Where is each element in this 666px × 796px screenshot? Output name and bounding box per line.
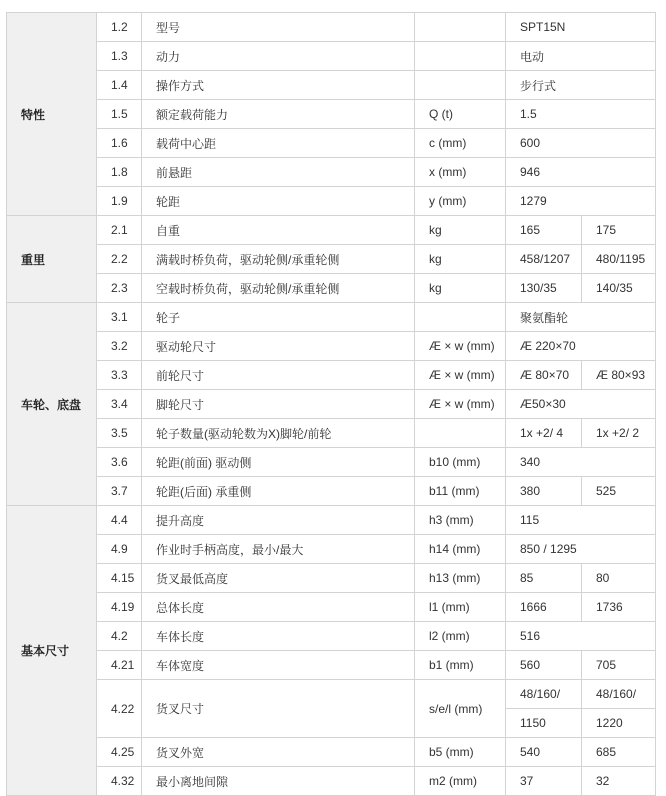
item-name: 前悬距 xyxy=(142,158,415,187)
value-2: 80 xyxy=(596,571,610,585)
item-values xyxy=(506,477,656,506)
item-unit: l2 (mm) xyxy=(415,622,506,651)
value-1: 1x +2/ 4 xyxy=(506,419,582,447)
value-2: 175 xyxy=(596,223,617,237)
item-number: 2.2 xyxy=(97,245,142,274)
item-unit: m2 (mm) xyxy=(415,767,506,796)
value-1: 130/35 xyxy=(506,274,582,302)
item-number: 4.22 xyxy=(97,680,142,738)
item-name: 轮子数量(驱动轮数为X)脚轮/前轮 xyxy=(142,419,415,448)
item-unit: kg xyxy=(415,245,506,274)
item-values xyxy=(506,767,656,796)
table-row xyxy=(7,361,656,390)
item-values xyxy=(506,680,656,738)
item-number: 1.8 xyxy=(97,158,142,187)
item-name: 车体长度 xyxy=(142,622,415,651)
item-number: 2.1 xyxy=(97,216,142,245)
item-unit xyxy=(415,71,506,100)
item-unit: l1 (mm) xyxy=(415,593,506,622)
item-name: 车体宽度 xyxy=(142,651,415,680)
item-number: 4.25 xyxy=(97,738,142,767)
item-name: 动力 xyxy=(142,42,415,71)
item-name: 型号 xyxy=(142,13,415,42)
item-number: 1.5 xyxy=(97,100,142,129)
table-row xyxy=(7,506,656,535)
item-number: 4.4 xyxy=(97,506,142,535)
item-unit xyxy=(415,42,506,71)
item-unit xyxy=(415,13,506,42)
item-unit xyxy=(415,303,506,332)
item-values xyxy=(506,361,656,390)
table-row xyxy=(7,245,656,274)
item-name: 轮子 xyxy=(142,303,415,332)
item-values: 115 xyxy=(506,506,656,535)
item-number: 3.4 xyxy=(97,390,142,419)
value-1: 85 xyxy=(506,564,582,592)
item-values xyxy=(506,651,656,680)
item-unit: b10 (mm) xyxy=(415,448,506,477)
item-number: 3.3 xyxy=(97,361,142,390)
item-number: 2.3 xyxy=(97,274,142,303)
item-values: 600 xyxy=(506,129,656,158)
item-name: 操作方式 xyxy=(142,71,415,100)
item-values: 步行式 xyxy=(506,71,656,100)
item-values xyxy=(506,593,656,622)
item-unit: kg xyxy=(415,274,506,303)
table-row xyxy=(7,680,656,738)
group-label: 特性 xyxy=(7,13,97,216)
item-number: 1.4 xyxy=(97,71,142,100)
item-unit: Q (t) xyxy=(415,100,506,129)
item-number: 3.7 xyxy=(97,477,142,506)
item-number: 1.3 xyxy=(97,42,142,71)
table-row xyxy=(7,390,656,419)
table-row xyxy=(7,535,656,564)
item-name: 载荷中心距 xyxy=(142,129,415,158)
item-number: 4.19 xyxy=(97,593,142,622)
spec-table xyxy=(6,12,656,796)
value-2: 685 xyxy=(596,745,617,759)
value-2: 480/1195 xyxy=(596,252,646,266)
item-unit: Æ × w (mm) xyxy=(415,390,506,419)
item-unit: h14 (mm) xyxy=(415,535,506,564)
item-values: 电动 xyxy=(506,42,656,71)
table-row xyxy=(7,622,656,651)
item-name: 脚轮尺寸 xyxy=(142,390,415,419)
item-name: 驱动轮尺寸 xyxy=(142,332,415,361)
table-row xyxy=(7,593,656,622)
item-name: 自重 xyxy=(142,216,415,245)
value-1: 1666 xyxy=(506,593,582,621)
item-name: 货叉最低高度 xyxy=(142,564,415,593)
table-row xyxy=(7,13,656,42)
item-values: Æ50×30 xyxy=(506,390,656,419)
table-row xyxy=(7,651,656,680)
item-number: 1.9 xyxy=(97,187,142,216)
table-row xyxy=(7,129,656,158)
item-unit: x (mm) xyxy=(415,158,506,187)
item-name: 货叉外宽 xyxy=(142,738,415,767)
value-2: 705 xyxy=(596,658,617,672)
value-1: 458/1207 xyxy=(506,245,582,273)
value-1: 165 xyxy=(506,216,582,244)
item-number: 4.21 xyxy=(97,651,142,680)
value-2: 140/35 xyxy=(596,281,633,295)
item-values: 聚氨酯轮 xyxy=(506,303,656,332)
value-1: 48/160/ xyxy=(506,680,582,708)
item-name: 轮距 xyxy=(142,187,415,216)
item-unit: b5 (mm) xyxy=(415,738,506,767)
value-1: 560 xyxy=(506,651,582,679)
group-label: 车轮、底盘 xyxy=(7,303,97,506)
item-name: 前轮尺寸 xyxy=(142,361,415,390)
item-name: 最小离地间隙 xyxy=(142,767,415,796)
item-values: Æ 220×70 xyxy=(506,332,656,361)
item-unit: h13 (mm) xyxy=(415,564,506,593)
item-values: 340 xyxy=(506,448,656,477)
group-label: 基本尺寸 xyxy=(7,506,97,796)
table-row xyxy=(7,419,656,448)
item-unit: kg xyxy=(415,216,506,245)
table-row xyxy=(7,738,656,767)
item-values xyxy=(506,216,656,245)
table-row xyxy=(7,274,656,303)
item-number: 3.1 xyxy=(97,303,142,332)
table-row xyxy=(7,767,656,796)
value-2: 1736 xyxy=(596,600,623,614)
item-unit: Æ × w (mm) xyxy=(415,361,506,390)
spec-table-body xyxy=(7,13,656,796)
item-name: 空载时桥负荷，驱动轮侧/承重轮侧 xyxy=(142,274,415,303)
value-1: Æ 80×70 xyxy=(506,361,582,389)
table-row xyxy=(7,332,656,361)
item-name: 满载时桥负荷，驱动轮侧/承重轮侧 xyxy=(142,245,415,274)
item-name: 货叉尺寸 xyxy=(142,680,415,738)
table-row xyxy=(7,100,656,129)
item-values: 1279 xyxy=(506,187,656,216)
item-number: 3.2 xyxy=(97,332,142,361)
item-values: SPT15N xyxy=(506,13,656,42)
value-1: 37 xyxy=(506,767,582,795)
item-values: 946 xyxy=(506,158,656,187)
table-row xyxy=(7,477,656,506)
item-number: 4.32 xyxy=(97,767,142,796)
item-values: 516 xyxy=(506,622,656,651)
item-number: 1.6 xyxy=(97,129,142,158)
item-unit: h3 (mm) xyxy=(415,506,506,535)
item-unit: s/e/l (mm) xyxy=(415,680,506,738)
item-values xyxy=(506,564,656,593)
group-label: 重里 xyxy=(7,216,97,303)
value-2: 1220 xyxy=(596,716,623,730)
value-1: 540 xyxy=(506,738,582,766)
item-values xyxy=(506,245,656,274)
table-row xyxy=(7,158,656,187)
table-row xyxy=(7,187,656,216)
item-name: 提升高度 xyxy=(142,506,415,535)
item-unit: b1 (mm) xyxy=(415,651,506,680)
value-1: 1150 xyxy=(506,709,582,737)
table-row xyxy=(7,564,656,593)
item-number: 3.6 xyxy=(97,448,142,477)
item-values: 1.5 xyxy=(506,100,656,129)
value-2: 525 xyxy=(596,484,617,498)
item-unit: y (mm) xyxy=(415,187,506,216)
item-number: 4.9 xyxy=(97,535,142,564)
item-name: 轮距(后面) 承重侧 xyxy=(142,477,415,506)
item-values: 850 / 1295 xyxy=(506,535,656,564)
table-row xyxy=(7,448,656,477)
item-number: 1.2 xyxy=(97,13,142,42)
value-2: 1x +2/ 2 xyxy=(596,426,640,440)
item-number: 4.2 xyxy=(97,622,142,651)
item-unit: c (mm) xyxy=(415,129,506,158)
item-unit xyxy=(415,419,506,448)
table-row xyxy=(7,71,656,100)
item-name: 轮距(前面) 驱动侧 xyxy=(142,448,415,477)
item-unit: b11 (mm) xyxy=(415,477,506,506)
table-row xyxy=(7,216,656,245)
item-name: 额定载荷能力 xyxy=(142,100,415,129)
table-row xyxy=(7,303,656,332)
value-2: Æ 80×93 xyxy=(596,368,646,382)
item-name: 总体长度 xyxy=(142,593,415,622)
item-number: 4.15 xyxy=(97,564,142,593)
item-values xyxy=(506,738,656,767)
item-values xyxy=(506,419,656,448)
item-number: 3.5 xyxy=(97,419,142,448)
item-values xyxy=(506,274,656,303)
item-name: 作业时手柄高度，最小/最大 xyxy=(142,535,415,564)
value-2: 32 xyxy=(596,774,610,788)
item-unit: Æ × w (mm) xyxy=(415,332,506,361)
value-2: 48/160/ xyxy=(596,687,637,701)
value-1: 380 xyxy=(506,477,582,505)
table-row xyxy=(7,42,656,71)
